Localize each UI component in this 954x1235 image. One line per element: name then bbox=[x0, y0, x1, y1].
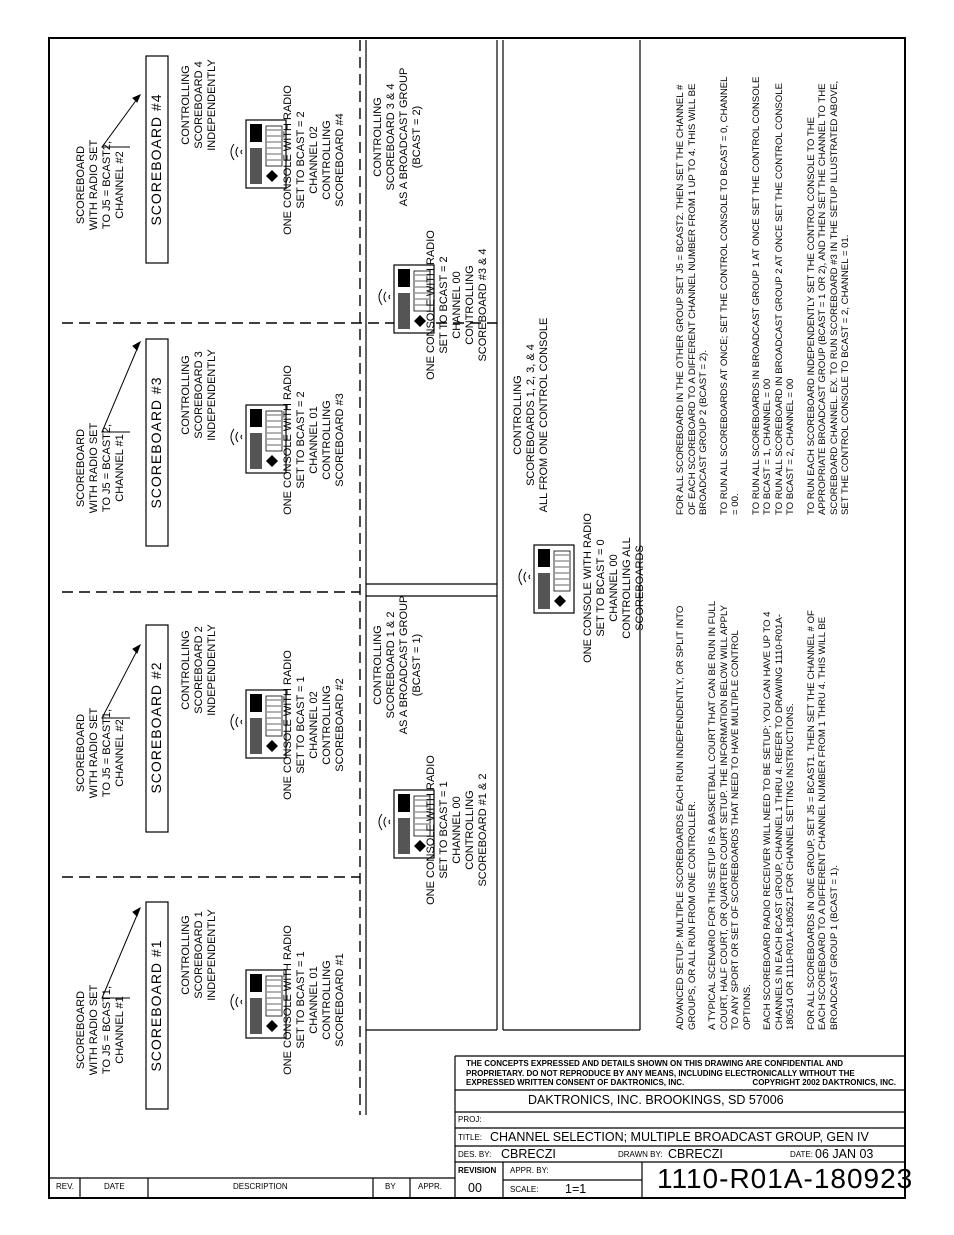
drawn-by: CBRECZI bbox=[668, 1147, 723, 1161]
note-run-all: TO RUN ALL SCOREBOARDS AT ONCE; SET THE CONTROL CONSOLE TO BCAST = 0, CHANNEL = 00. bbox=[718, 76, 741, 515]
console-icon-sb2 bbox=[231, 690, 286, 758]
drawing-title: CHANNEL SELECTION; MULTIPLE BROADCAST GROUP, GEN IV bbox=[490, 1130, 869, 1144]
console-icon-all bbox=[519, 545, 574, 613]
console-note-sb2: ONE CONSOLE WITH RADIO SET TO BCAST = 1 CHANNEL 02 CONTROLLING SCOREBOARD #2 bbox=[282, 650, 346, 800]
notes-right bbox=[675, 70, 852, 515]
radio-note-sb3: SCOREBOARD WITH RADIO SET TO J5 = BCAST2, CHANNEL #1 bbox=[75, 422, 126, 514]
proj-label: PROJ: bbox=[458, 1115, 482, 1124]
radio-note-sb2: SCOREBOARD WITH RADIO SET TO J5 = BCAST1, CHANNEL #2 bbox=[75, 707, 126, 799]
scale-label: SCALE: bbox=[510, 1185, 539, 1194]
note-group1-setup: FOR ALL SCOREBOARDS IN ONE GROUP, SET J5 = BCAST1. THEN SET THE CHANNEL # OF EACH SCOREBOARD TO A DIFFERENT CHANNEL NUMBER FROM 1 THRU 4. THIS WILL BE BROADCAST GROUP 1 (BCAST = 1). bbox=[805, 610, 840, 1030]
all-group-console-note: ONE CONSOLE WITH RADIO SET TO BCAST = 0 CHANNEL 00 CONTROLLING ALL SCOREBOARDS bbox=[582, 513, 646, 663]
group2-console-note: ONE CONSOLE WITH RADIO SET TO BCAST = 2 CHANNEL 00 CONTROLLING SCOREBOARD #3 & 4 bbox=[425, 230, 489, 380]
radio-note-sb1: SCOREBOARD WITH RADIO SET TO J5 = BCAST1, CHANNEL #1 bbox=[75, 984, 126, 1076]
scoreboard-1-label: SCOREBOARD #1 bbox=[148, 939, 164, 1072]
description-col-header: DESCRIPTION bbox=[233, 1182, 288, 1191]
drawn-label: DRAWN BY: bbox=[618, 1150, 663, 1159]
note-advanced-setup: ADVANCED SETUP: MULTIPLE SCOREBOARDS EACH RUN INDEPENDENTLY, OR SPLIT INTO GROUPS, OR ALL RUN FROM ONE CONTROLLER. bbox=[675, 605, 698, 1030]
notes-left bbox=[675, 590, 840, 1030]
group1-console-note: ONE CONSOLE WITH RADIO SET TO BCAST = 1 CHANNEL 00 CONTROLLING SCOREBOARD #1 & 2 bbox=[425, 755, 489, 905]
by-col-header: BY bbox=[385, 1182, 396, 1191]
console-note-sb3: ONE CONSOLE WITH RADIO SET TO BCAST = 2 CHANNEL 01 CONTROLLING SCOREBOARD #3 bbox=[282, 365, 346, 515]
radio-note-sb1: SCOREBOARD WITH RADIO SET TO J5 = BCAST2, CHANNEL #2 bbox=[75, 139, 126, 231]
revision-number: 00 bbox=[468, 1181, 482, 1195]
title-label: TITLE: bbox=[458, 1133, 483, 1142]
note-receiver-setup: EACH SCOREBOARD RADIO RECEIVER WILL NEED TO BE SETUP; YOU CAN HAVE UP TO 4 CHANNELS IN EACH BCAST GROUP, CHANNEL 1 THRU 4. REFER TO DRAWING 1110-R01A-180514 OR 1110-R01A-180521 FOR CHANNEL SETTING INSTRUCTIONS. bbox=[762, 611, 796, 1030]
note-group2-setup: FOR ALL SCOREBOARD IN THE OTHER GROUP SET J5 = BCAST2. THEN SET THE CHANNEL # OF EACH SCOREBOARD TO A DIFFERENT CHANNEL NUMBER FROM 1 UP TO 4. THIS WILL BE BROADCAST GROUP 2 (BCAST = 2). bbox=[675, 83, 709, 515]
company-name: DAKTRONICS, INC. BROOKINGS, SD 57006 bbox=[528, 1093, 784, 1107]
scoreboard-4-label: SCOREBOARD #4 bbox=[148, 93, 164, 226]
note-run-groups: TO RUN ALL SCOREBOARDS IN BROADCAST GROUP 1 AT ONCE SET THE CONTROL CONSOLE TO BCAST = 1, CHANNEL = 00 TO RUN ALL SCOREBOARD IN BROADCAST GROUP 2 AT ONCE SET THE CONTROL CONSOLE TO BCAST = 2, CHANNEL = 00 bbox=[750, 76, 796, 515]
date-label: DATE: bbox=[790, 1150, 813, 1159]
designer: CBRECZI bbox=[501, 1147, 556, 1161]
revision-label: REVISION bbox=[458, 1166, 497, 1175]
scale-value: 1=1 bbox=[565, 1182, 587, 1196]
console-icon-sb4 bbox=[231, 120, 286, 188]
independent-note-sb3: CONTROLLING SCOREBOARD 3 INDEPENDENTLY bbox=[180, 349, 218, 441]
console-note-sb1: ONE CONSOLE WITH RADIO SET TO BCAST = 1 CHANNEL 01 CONTROLLING SCOREBOARD #1 bbox=[282, 925, 346, 1075]
appr-col-header: APPR. bbox=[418, 1182, 443, 1191]
console-icon-sb3 bbox=[231, 405, 286, 473]
des-label: DES. BY: bbox=[458, 1150, 492, 1159]
confidential-notice: THE CONCEPTS EXPRESSED AND DETAILS SHOWN ON THIS DRAWING ARE CONFIDENTIAL AND PROPRIETARY. DO NOT REPRODUCE BY ANY MEANS, INCLUDING ELECTRONICALLY WITHOUT THE EXPRESSED WRITTEN CONSENT OF DAKTRONICS, INC. COPYRIGHT 2002 DAKTRONICS, INC. bbox=[466, 1059, 896, 1088]
independent-note-sb2: CONTROLLING SCOREBOARD 2 INDEPENDENTLY bbox=[180, 624, 218, 716]
independent-note-sb4: CONTROLLING SCOREBOARD 4 INDEPENDENTLY bbox=[180, 59, 218, 151]
group2-title: CONTROLLING SCOREBOARD 3 & 4 AS A BROADCAST GROUP (BCAST = 2) bbox=[372, 67, 423, 207]
scoreboard-3-label: SCOREBOARD #3 bbox=[148, 376, 164, 509]
appr-label: APPR. BY: bbox=[510, 1166, 549, 1175]
scoreboard-2-label: SCOREBOARD #2 bbox=[148, 661, 164, 794]
drawing-number: 1110-R01A-180923 bbox=[657, 1163, 914, 1194]
copyright: COPYRIGHT 2002 DAKTRONICS, INC. bbox=[752, 1078, 896, 1088]
group1-title: CONTROLLING SCOREBOARD 1 & 2 AS A BROADCAST GROUP (BCAST = 1) bbox=[372, 595, 423, 735]
all-group-title: CONTROLLING SCOREBOARDS 1, 2, 3, & 4 ALL FROM ONE CONTROL CONSOLE bbox=[512, 317, 550, 513]
console-icon-sb1 bbox=[231, 970, 286, 1038]
note-typical-scenario: A TYPICAL SCENARIO FOR THIS SETUP IS A BASKETBALL COURT THAT CAN BE RUN IN FULL COURT, HALF COURT, OR QUARTER COURT SETUP. THE INFORMATION BELOW WILL APPLY TO ANY SPORT OR SET OF SCOREBOARDS THAT NEED TO HAVE MULTIPLE CONTROL OPTIONS. bbox=[707, 601, 753, 1030]
date-col-header: DATE bbox=[104, 1182, 125, 1191]
independent-note-sb1: CONTROLLING SCOREBOARD 1 INDEPENDENTLY bbox=[180, 909, 218, 1001]
note-run-independent: TO RUN EACH SCOREBOARD INDEPENDENTLY SET THE CONTROL CONSOLE TO THE APPROPRIATE BROADCAST GROUP (BCAST = 1 OR 2), AND THEN SET THE CHANNEL TO THE SCOREBOARD CHANNEL. EX. TO RUN SCOREBOARD #3 IN THE SETUP ILLUSTRATED ABOVE, SET THE CONTROL CONSOLE TO BCAST = 2, CHANNEL = 01. bbox=[805, 80, 851, 515]
rev-col-header: REV. bbox=[56, 1182, 74, 1191]
drawing-date: 06 JAN 03 bbox=[815, 1147, 874, 1161]
console-icons bbox=[231, 120, 574, 1038]
console-note-sb4: ONE CONSOLE WITH RADIO SET TO BCAST = 2 CHANNEL 02 CONTROLLING SCOREBOARD #4 bbox=[282, 85, 346, 235]
